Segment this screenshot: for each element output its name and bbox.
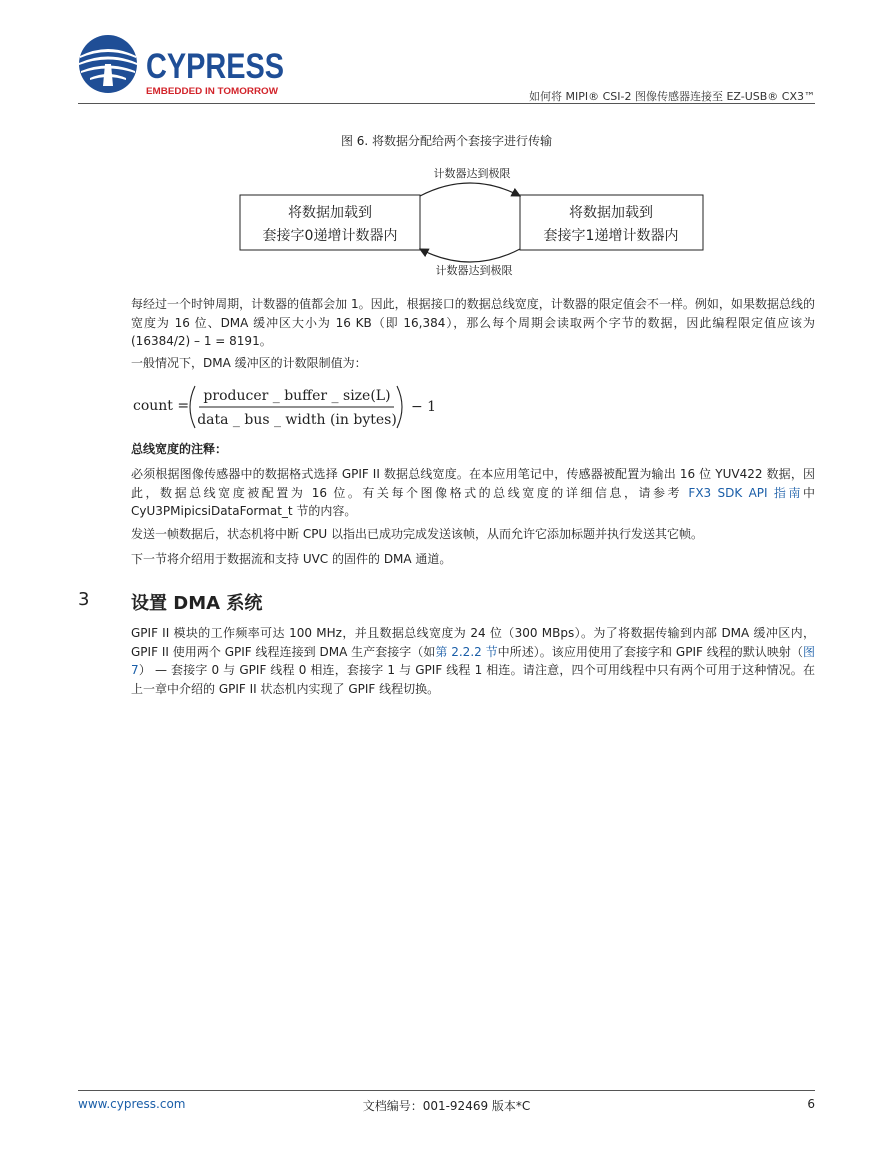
page-number: 6: [807, 1097, 815, 1111]
section-number: 3: [78, 589, 90, 610]
formula-right-paren: [397, 386, 402, 428]
formula-denominator: data _ bus _ width (in bytes): [197, 412, 397, 428]
paragraph-counter-limit: 每经过一个时钟周期，计数器的值都会加 1。因此，根据接口的数据总线宽度，计数器的限定值会不一样。例如，如果数据总线的宽度为 16 位、DMA 缓冲区大小为 16 KB（即 16,384），那么每个周期会读取两个字节的数据，因此编程限定值应该为(16384/2) – 1 = 8191。: [131, 297, 815, 348]
socket1-box-line1: 将数据加载到: [569, 205, 653, 221]
section-title: 设置 DMA 系统: [131, 593, 263, 614]
logo-tagline: EMBEDDED IN TOMORROW: [146, 86, 279, 96]
header-divider: [78, 103, 815, 104]
bus-width-note-heading: 总线宽度的注释：: [131, 442, 228, 456]
bottom-arrow-label: 计数器达到极限: [435, 264, 513, 277]
formula-lhs: count =: [133, 398, 190, 414]
socket0-box-line2: 套接字0递增计数器内: [262, 228, 398, 244]
top-arrow: [420, 183, 520, 196]
section-2-2-2-link[interactable]: 第 2.2.2 节: [435, 644, 498, 659]
socket-flow-diagram: [0, 160, 893, 285]
top-arrow-label: 计数器达到极限: [433, 167, 511, 180]
logo-emblem-icon: [79, 35, 137, 93]
paragraph-section3: GPIF II 模块的工作频率可达 100 MHz，并且数据总线宽度为 24 位（300 MBps）。为了将数据传输到内部 DMA 缓冲区内，GPIF II 使用两个 GPIF 线程连接到 DMA 生产套接字（如第 2.2.2 节中所述）。该应用使用了套接字和 GPIF 线程的默认映射（图 7） — 套接字 0 与 GPIF 线程 0 相连，套接字 1 与 GPIF 线程 1 相连。请注意，四个可用线程中只有两个可用于这种情况。在上一章中介绍的 GPIF II 状态机内实现了 GPIF 线程切换。: [131, 626, 815, 696]
paragraph-general: 一般情况下，DMA 缓冲区的计数限制值为：: [131, 356, 367, 370]
count-formula: [131, 382, 451, 432]
formula-numerator: producer _ buffer _ size(L): [203, 388, 391, 404]
socket0-box-line1: 将数据加载到: [288, 205, 372, 221]
document-number: 文档编号：001-92469 版本*C: [362, 1099, 531, 1113]
sdk-api-guide-link[interactable]: FX3 SDK API 指南: [688, 485, 803, 500]
footer-divider: [78, 1090, 815, 1091]
paragraph-frame-send: 发送一帧数据后，状态机将中断 CPU 以指出已成功完成发送该帧，从而允许它添加标题并执行发送其它帧。: [131, 527, 704, 541]
website-link[interactable]: www.cypress.com: [78, 1097, 186, 1111]
figure-caption: 图 6. 将数据分配给两个套接字进行传输: [340, 134, 553, 148]
formula-left-paren: [190, 386, 195, 428]
socket1-box-line2: 套接字1递增计数器内: [543, 228, 679, 244]
figure-7-link[interactable]: 图 7: [131, 644, 815, 677]
bottom-arrow: [420, 249, 520, 262]
document-title: 如何将 MIPI® CSI-2 图像传感器连接至 EZ-USB® CX3™: [528, 90, 815, 103]
paragraph-bus-width: 必须根据图像传感器中的数据格式选择 GPIF II 数据总线宽度。在本应用笔记中，传感器被配置为输出 16 位 YUV422 数据，因此，数据总线宽度被配置为 16 位。有关每个图像格式的总线宽度的详细信息，请参考 FX3 SDK API 指南中 CyU3PMipicsiDataFormat_t 节的内容。: [131, 467, 816, 518]
logo-wordmark: CYPRESS: [146, 47, 284, 86]
cypress-logo: [78, 34, 288, 98]
formula-tail: − 1: [411, 399, 437, 415]
paragraph-next-section: 下一节将介绍用于数据流和支持 UVC 的固件的 DMA 通道。: [131, 552, 452, 566]
